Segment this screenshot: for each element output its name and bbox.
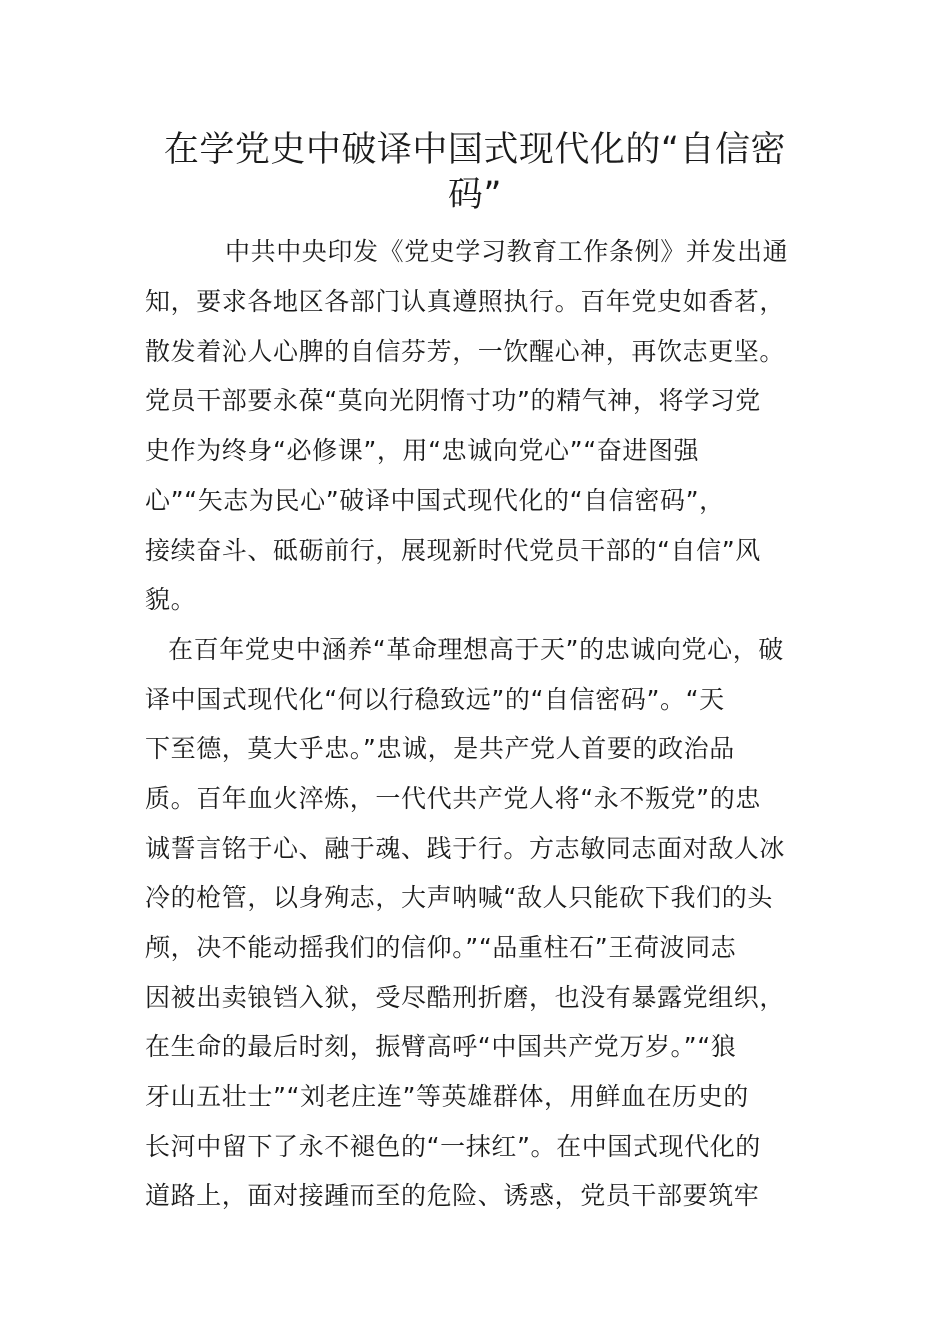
paragraph-2-line-10: 牙山五壮士”“刘老庄连”等英雄群体，用鲜血在历史的 (145, 1082, 749, 1111)
paragraph-1-line-3: 散发着沁人心脾的自信芬芳，一饮醒心神，再饮志更坚。 (145, 337, 786, 366)
paragraph-1-line-4: 党员干部要永葆“莫向光阴惰寸功”的精气神，将学习党 (145, 386, 761, 415)
paragraph-1-line-6: 心”“矢志为民心”破译中国式现代化的“自信密码”， (145, 486, 725, 515)
paragraph-2-line-4: 质。百年血火淬炼，一代代共产党人将“永不叛党”的忠 (145, 784, 761, 813)
paragraph-2-line-12: 道路上，面对接踵而至的危险、诱惑，党员干部要筑牢 (145, 1181, 760, 1210)
paragraph-2-line-11: 长河中留下了永不褪色的“一抹红”。在中国式现代化的 (145, 1132, 761, 1161)
paragraph-2-line-6: 冷的枪管，以身殉志，大声呐喊“敌人只能砍下我们的头 (145, 883, 773, 912)
paragraph-2-line-2: 译中国式现代化“何以行稳致远”的“自信密码”。“天 (145, 685, 725, 714)
paragraph-1-line-8: 貌。 (145, 585, 197, 614)
paragraph-2-line-8: 因被出卖锒铛入狱，受尽酷刑折磨，也没有暴露党组织， (145, 983, 786, 1012)
paragraph-2-line-1: 在百年党史中涵养“革命理想高于天”的忠诚向党心，破 (168, 635, 784, 664)
paragraph-2-line-7: 颅，决不能动摇我们的信仰。”“品重柱石”王荷波同志 (145, 933, 737, 962)
paragraph-1-line-5: 史作为终身“必修课”，用“忠诚向党心”“奋进图强 (145, 436, 700, 465)
paragraph-1-line-7: 接续奋斗、砥砺前行，展现新时代党员干部的“自信”风 (145, 536, 761, 565)
paragraph-2-line-3: 下至德，莫大乎忠。”忠诚，是共产党人首要的政治品 (145, 734, 735, 763)
paragraph-1-line-1: 中共中央印发《党史学习教育工作条例》并发出通 (225, 237, 789, 266)
paragraph-1-line-2: 知，要求各地区各部门认真遵照执行。百年党史如香茗， (145, 287, 786, 316)
paragraph-2-line-5: 诚誓言铭于心、融于魂、践于行。方志敏同志面对敌人冰 (145, 834, 786, 863)
paragraph-2-line-9: 在生命的最后时刻，振臂高呼“中国共产党万岁。”“狼 (145, 1032, 737, 1061)
document-title: 在学党史中破译中国式现代化的“自信密码” (163, 130, 787, 215)
